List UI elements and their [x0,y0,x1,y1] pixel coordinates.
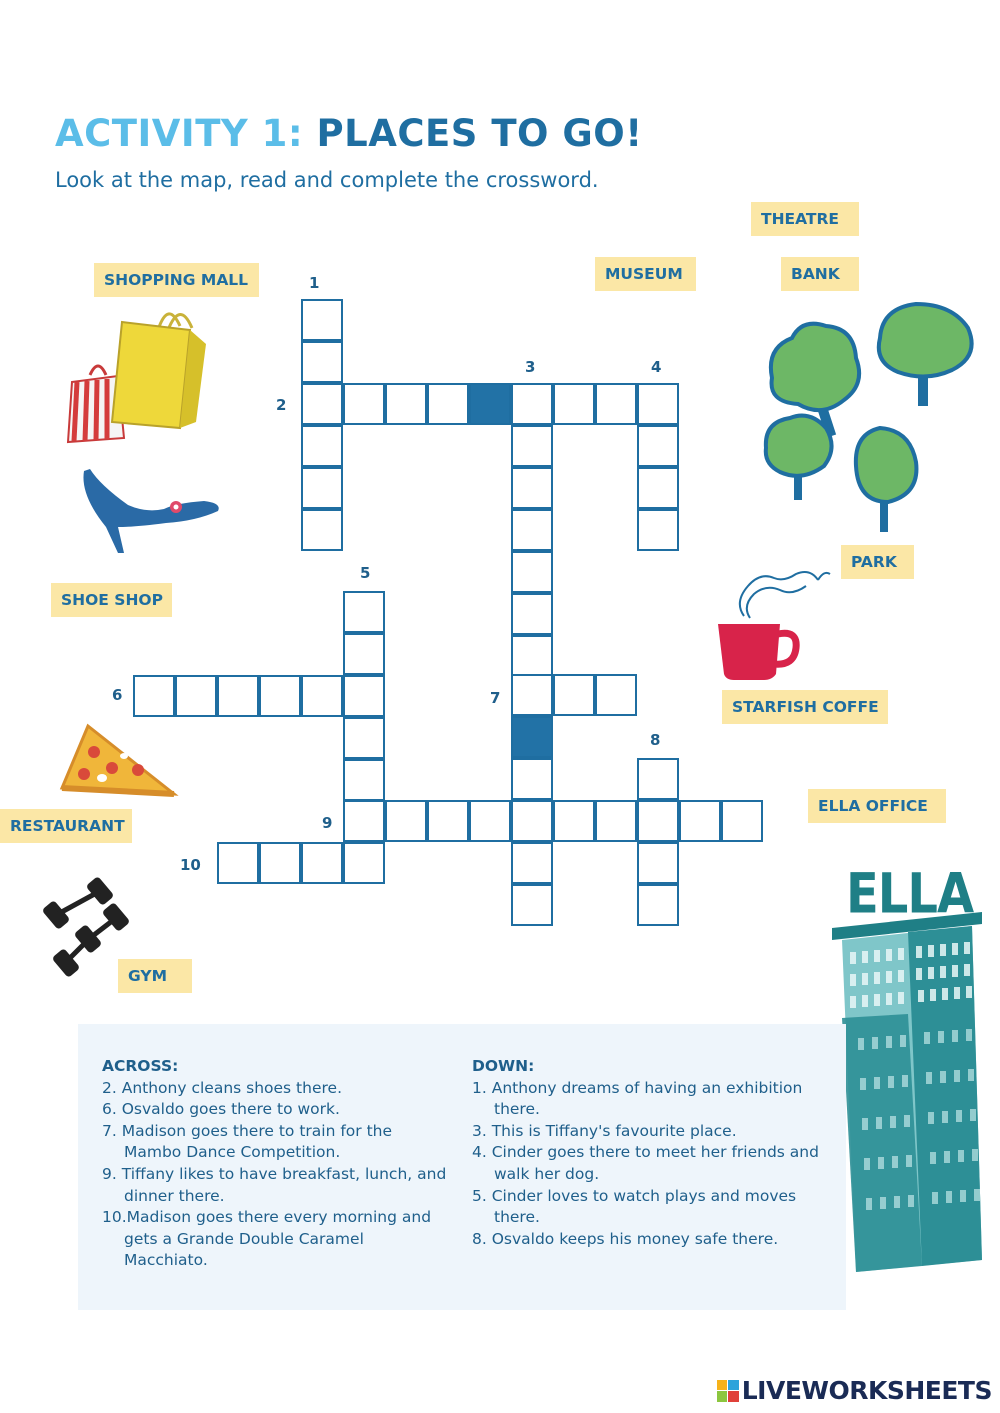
crossword-cell[interactable] [511,884,553,926]
crossword-cell[interactable] [259,842,301,884]
down-clue: 8. Osvaldo keeps his money safe there. [472,1229,779,1248]
label-park: PARK [841,545,914,579]
building-sign: ELLA [846,862,974,927]
crossword-cell[interactable] [301,425,343,467]
crossword-cell[interactable] [595,800,637,842]
crossword-cell[interactable] [511,551,553,593]
pizza-slice-icon [58,722,178,802]
clue-number-8: 8 [650,731,661,749]
down-clue: 1. Anthony dreams of having an exhibition there. [472,1078,803,1119]
crossword-cell[interactable] [553,383,595,425]
across-heading: ACROSS: [102,1057,179,1075]
label-ella-office: ELLA OFFICE [808,789,946,823]
label-shopping-mall: SHOPPING MALL [94,263,259,297]
shopping-bags-icon [60,300,220,450]
crossword-cell[interactable] [259,675,301,717]
clue-number-3: 3 [525,358,536,376]
crossword-cell[interactable] [637,758,679,800]
crossword-cell[interactable] [427,383,469,425]
label-theatre: THEATRE [751,202,859,236]
down-clue: 4. Cinder goes there to meet her friends and walk her dog. [472,1143,819,1183]
crossword-cell[interactable] [511,842,553,884]
crossword-cell[interactable] [301,341,343,383]
clue-number-10: 10 [180,856,201,874]
crossword-cell[interactable] [511,467,553,509]
crossword-cell[interactable] [301,467,343,509]
liveworksheets-logo [717,1376,992,1405]
crossword-cell[interactable] [343,591,385,633]
crossword-cell[interactable] [385,383,427,425]
crossword-black-cell [511,716,553,758]
crossword-cell[interactable] [637,509,679,551]
crossword-cell[interactable] [343,633,385,675]
label-gym: GYM [118,959,192,993]
label-shoe-shop: SHOE SHOP [51,583,172,617]
clue-number-6: 6 [112,686,123,704]
crossword-cell[interactable] [637,383,679,425]
clue-number-1: 1 [309,274,320,292]
down-heading: DOWN: [472,1057,535,1075]
crossword-cell[interactable] [343,717,385,759]
crossword-cell[interactable] [217,675,259,717]
across-clues [102,1056,452,1272]
across-clue: 10.Madison goes there every morning and gets a Grande Double Caramel Macchiato. [102,1208,432,1270]
crossword-cell[interactable] [637,467,679,509]
crossword-cell[interactable] [469,800,511,842]
crossword-cell[interactable] [511,674,553,716]
down-clue: 3. This is Tiffany's favourite place. [472,1121,737,1140]
label-restaurant: RESTAURANT [0,809,132,843]
crossword-cell[interactable] [721,800,763,842]
crossword-cell[interactable] [637,800,679,842]
crossword-cell[interactable] [511,800,553,842]
crossword-cell[interactable] [343,675,385,717]
crossword-cell[interactable] [301,675,343,717]
crossword-cell[interactable] [511,758,553,800]
label-museum: MUSEUM [595,257,696,291]
across-clue: 6. Osvaldo goes there to work. [102,1100,340,1119]
dumbbells-icon [44,876,134,981]
crossword-cell[interactable] [301,299,343,341]
clue-number-5: 5 [360,564,371,582]
clue-number-4: 4 [651,358,662,376]
clue-number-9: 9 [322,814,333,832]
crossword-cell[interactable] [595,383,637,425]
instructions: Look at the map, read and complete the crossword. [55,168,599,192]
crossword-black-cell [469,383,511,425]
crossword-cell[interactable] [511,383,553,425]
activity-number: ACTIVITY 1: [55,112,317,155]
crossword-cell[interactable] [511,509,553,551]
crossword-cell[interactable] [385,800,427,842]
high-heel-shoe-icon [76,465,226,560]
crossword-cell[interactable] [511,593,553,635]
clues-panel [78,1024,846,1310]
down-clues [472,1056,822,1250]
crossword-cell[interactable] [511,425,553,467]
crossword-cell[interactable] [343,383,385,425]
liveworksheets-icon [717,1380,739,1402]
crossword-cell[interactable] [679,800,721,842]
crossword-cell[interactable] [301,383,343,425]
park-trees-icon [762,298,982,538]
crossword-cell[interactable] [637,425,679,467]
crossword-cell[interactable] [637,884,679,926]
crossword-cell[interactable] [595,674,637,716]
office-building-icon [832,908,1000,1273]
crossword-cell[interactable] [133,675,175,717]
clue-number-2: 2 [276,396,287,414]
across-clue: 7. Madison goes there to train for the Mambo Dance Competition. [102,1121,393,1162]
activity-heading: PLACES TO GO! [316,112,643,155]
crossword-cell[interactable] [301,842,343,884]
crossword-cell[interactable] [637,842,679,884]
crossword-cell[interactable] [553,800,595,842]
crossword-cell[interactable] [427,800,469,842]
across-clue: 2. Anthony cleans shoes there. [102,1078,342,1097]
crossword-cell[interactable] [217,842,259,884]
clue-number-7: 7 [490,689,501,707]
crossword-cell[interactable] [553,674,595,716]
label-bank: BANK [781,257,859,291]
crossword-cell[interactable] [343,800,385,842]
crossword-cell[interactable] [175,675,217,717]
across-clue: 9. Tiffany likes to have breakfast, lunch, and dinner there. [102,1164,447,1205]
down-clue: 5. Cinder loves to watch plays and moves there. [472,1186,797,1227]
footer-brand: LIVEWORKSHEETS [741,1376,992,1405]
crossword-cell[interactable] [301,509,343,551]
crossword-cell[interactable] [343,842,385,884]
coffee-cup-icon [714,562,834,682]
crossword-cell[interactable] [343,759,385,801]
label-starfish-coffee: STARFISH COFFE [722,690,888,724]
crossword-cell[interactable] [511,635,553,677]
activity-title [55,112,643,155]
